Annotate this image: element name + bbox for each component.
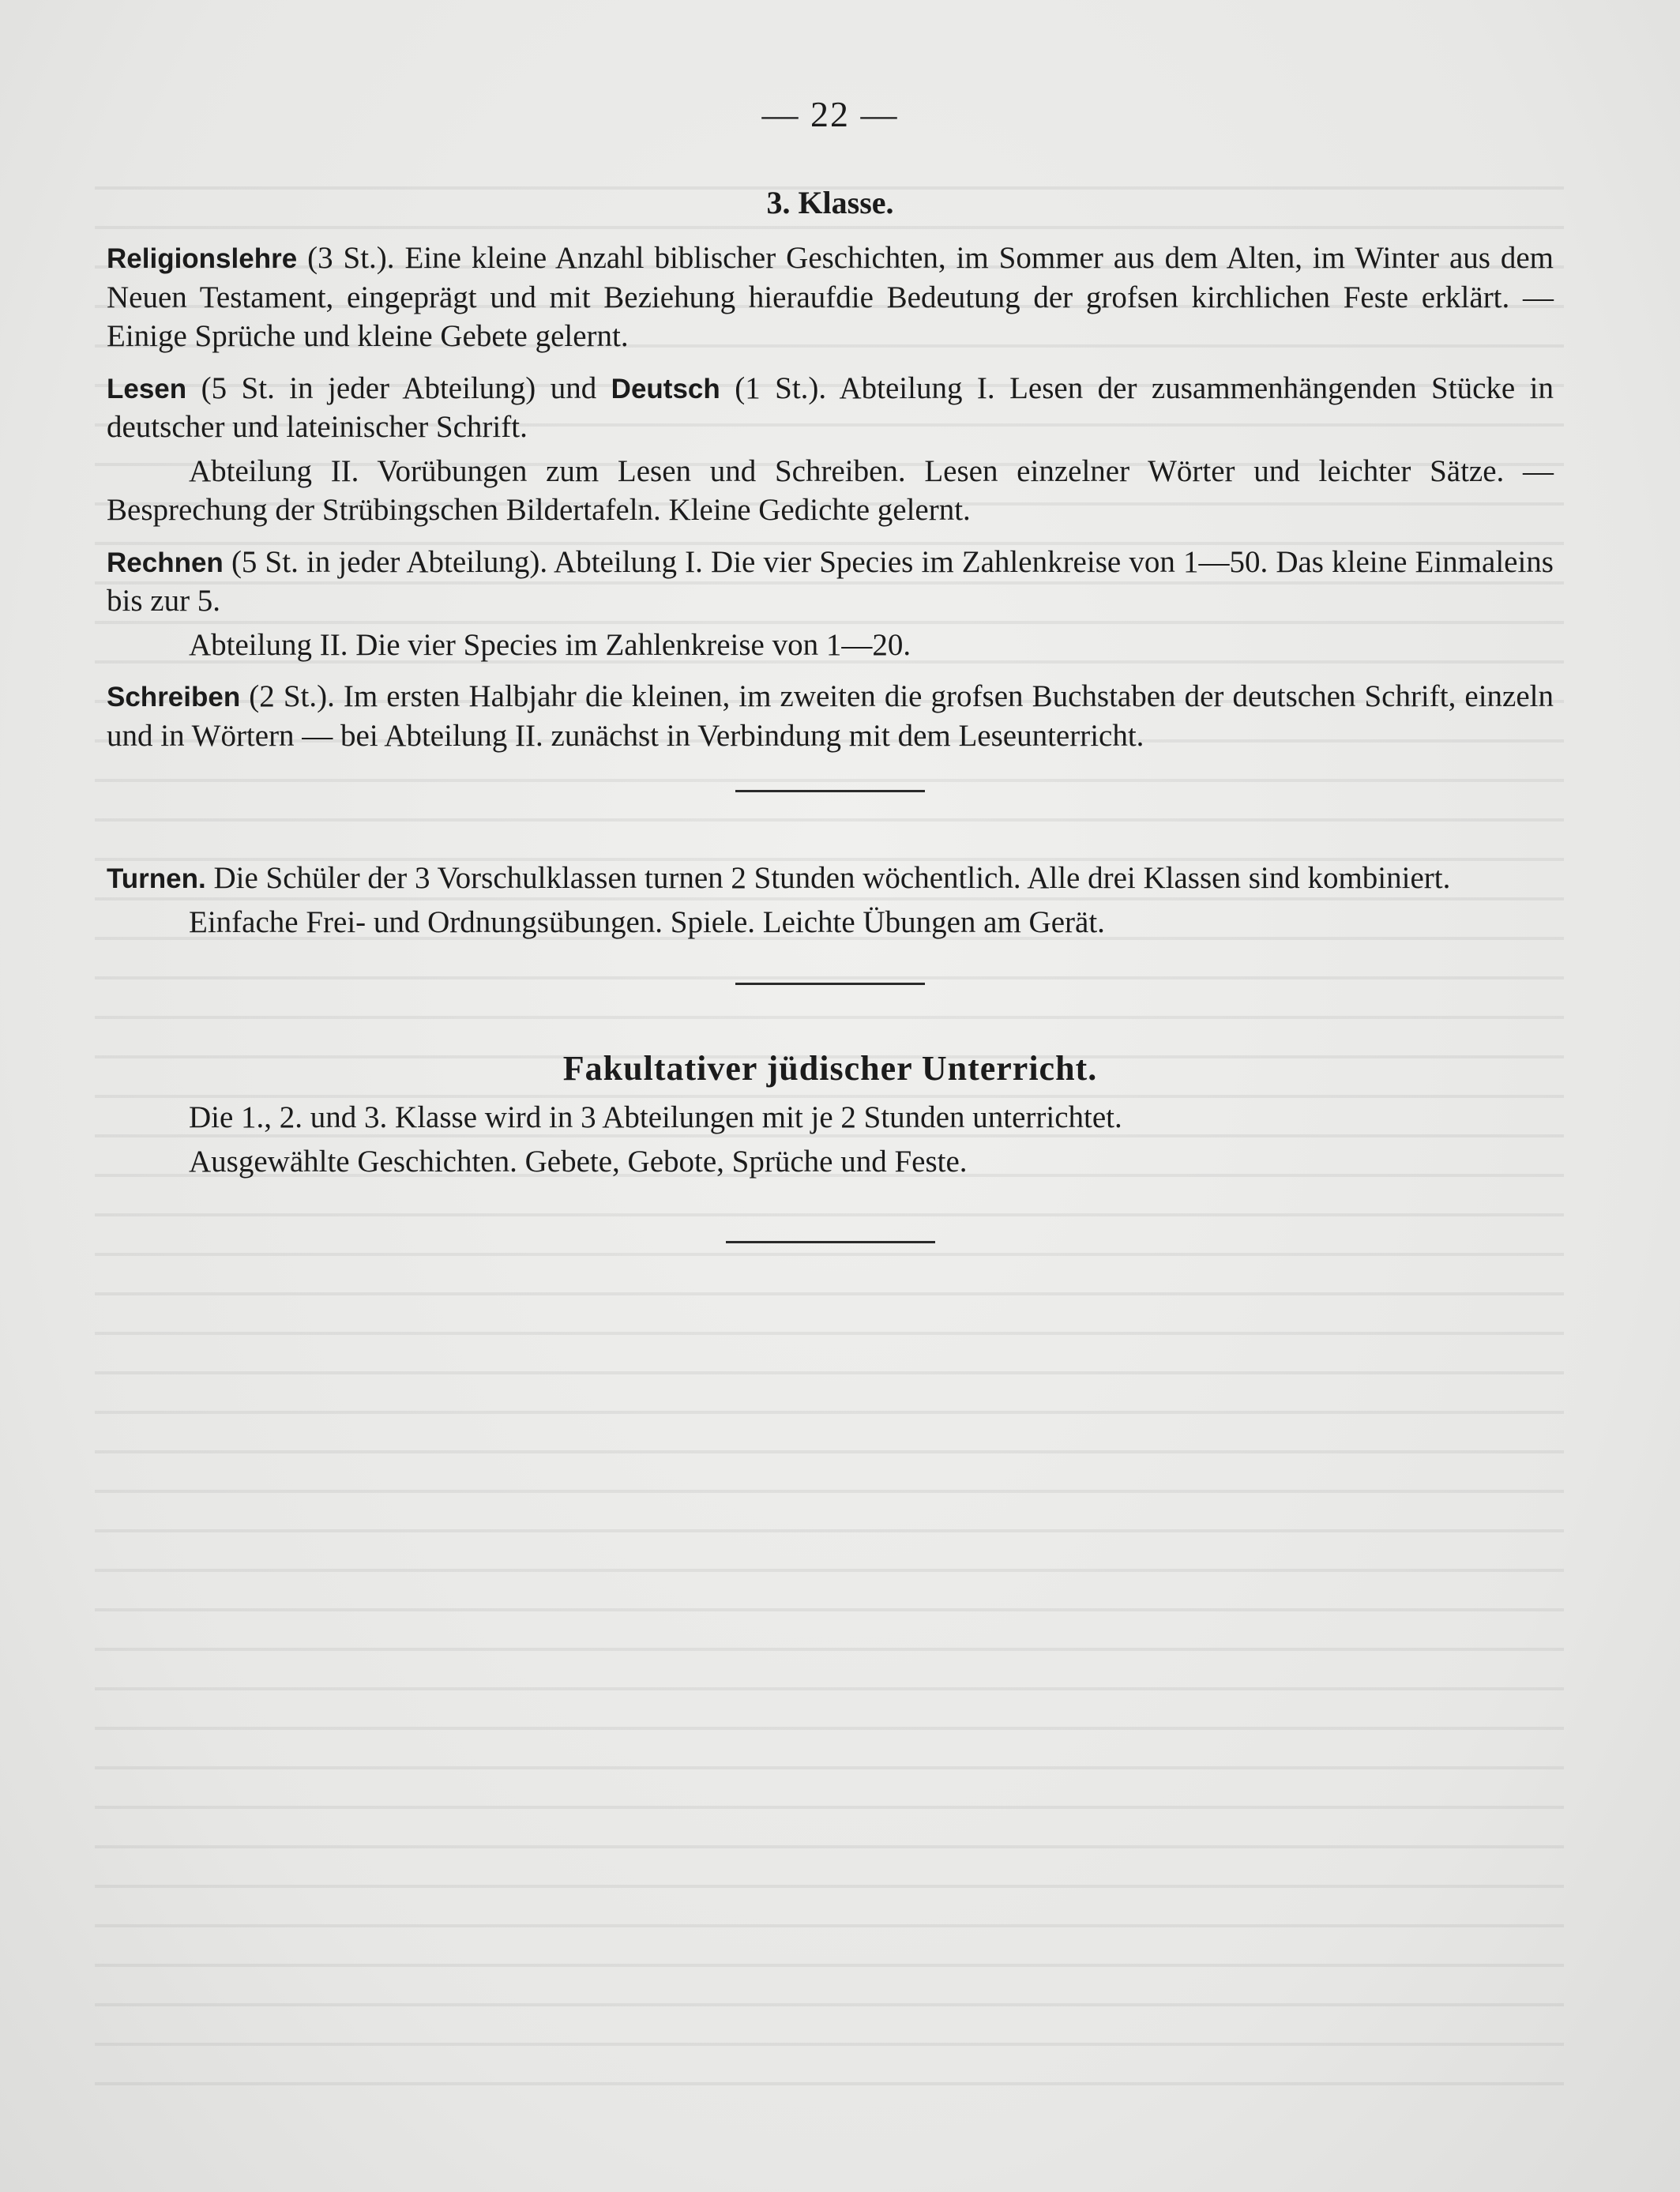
divider-rule bbox=[735, 790, 925, 792]
paragraph-juedisch-line-1: Die 1., 2. und 3. Klasse wird in 3 Abteilungen mit je 2 Stunden unterrichtet. bbox=[189, 1100, 1122, 1135]
subject-turnen: Turnen. bbox=[107, 863, 206, 895]
paragraph-rechnen-abteilung-2: Abteilung II. Die vier Species im Zahlenkreise von 1—20. bbox=[189, 627, 911, 662]
section-title-juedischer-unterricht: Fakultativer jüdischer Unterricht. bbox=[562, 1049, 1098, 1088]
text-religionslehre: (3 St.). Eine kleine Anzahl biblischer Geschichten, im Sommer aus dem Alten, im Winter aus dem Neuen Testament, eingeprägt und mit Beziehung hieraufdie Bedeutung der grofsen kirchlichen Feste erklärt. — Einige Sprüche und kleine Gebete gelernt. bbox=[107, 241, 1554, 354]
page-number: — 22 — bbox=[761, 94, 899, 134]
text-lesen-2: (1 St.). Abteilung I. Lesen der zusammenhängenden Stücke in deutscher und lateinischer Schrift. bbox=[107, 370, 1554, 445]
paragraph-juedisch-line-2: Ausgewählte Geschichten. Gebete, Gebote, Sprüche und Feste. bbox=[189, 1144, 968, 1179]
paragraph-lesen-abteilung-2: Abteilung II. Vorübungen zum Lesen und Schreiben. Lesen einzelner Wörter und leichter Sätze. — Besprechung der Strübingschen Bildertafeln. Kleine Gedichte gelernt. bbox=[107, 453, 1554, 528]
subject-deutsch: Deutsch bbox=[611, 373, 720, 404]
divider-rule bbox=[726, 1241, 935, 1243]
subject-lesen: Lesen bbox=[107, 373, 187, 404]
subject-schreiben: Schreiben bbox=[107, 682, 241, 713]
paragraph-lesen-deutsch bbox=[107, 369, 1554, 447]
text-schreiben: (2 St.). Im ersten Halbjahr die kleinen, im zweiten die grofsen Buchstaben der deutschen Schrift, einzeln und in Wörtern — bei Abteilung II. zunächst in Verbindung mit dem Leseunterricht. bbox=[107, 679, 1554, 753]
divider-rule bbox=[735, 983, 925, 985]
section-title-3-klasse: 3. Klasse. bbox=[766, 185, 894, 220]
paragraph-turnen bbox=[107, 859, 1554, 898]
paragraph-schreiben bbox=[107, 677, 1554, 755]
subject-rechnen: Rechnen bbox=[107, 547, 224, 578]
text-lesen-1: (5 St. in jeder Abteilung) und bbox=[186, 370, 611, 405]
text-rechnen: (5 St. in jeder Abteilung). Abteilung I. Die vier Species im Zahlenkreise von 1—50. Das kleine Einmaleins bis zur 5. bbox=[107, 544, 1554, 618]
text-turnen: Die Schüler der 3 Vorschulklassen turnen 2 Stunden wöchentlich. Alle drei Klassen sind kombiniert. bbox=[205, 861, 1451, 896]
paragraph-religionslehre bbox=[107, 239, 1554, 356]
paragraph-turnen-line-2: Einfache Frei- und Ordnungsübungen. Spiele. Leichte Übungen am Gerät. bbox=[189, 904, 1105, 939]
paragraph-rechnen bbox=[107, 543, 1554, 621]
subject-religionslehre: Religionslehre bbox=[107, 243, 298, 274]
page-content bbox=[107, 93, 1554, 1243]
